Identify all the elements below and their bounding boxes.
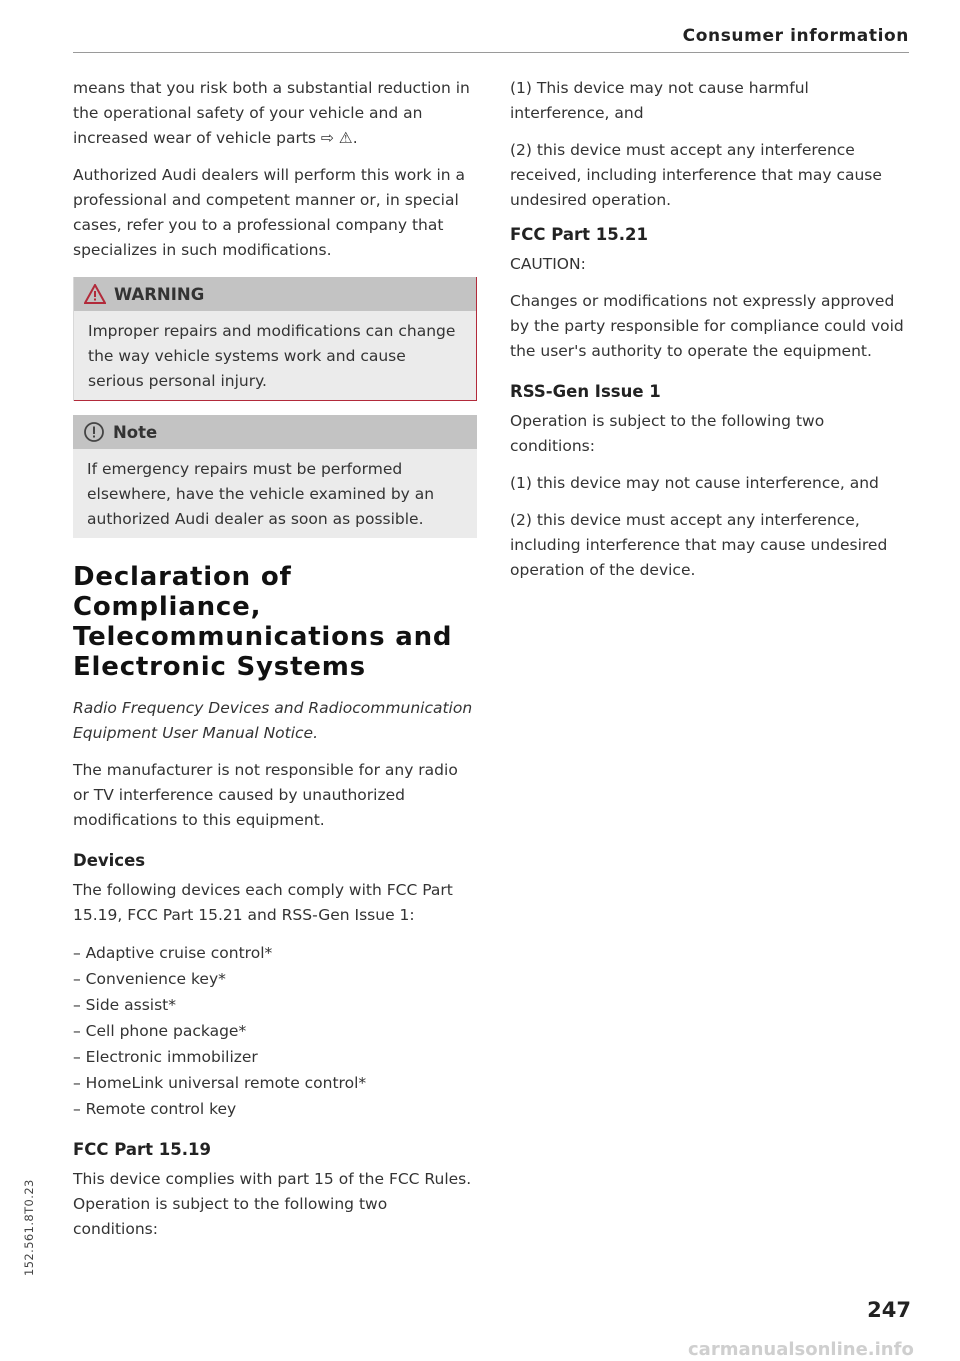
declaration-heading: Declaration of Compliance, Telecommunications and Electronic Systems xyxy=(73,562,453,682)
note-box xyxy=(73,415,477,538)
document-code: 152.561.8T0.23 xyxy=(22,1179,36,1276)
list-item: – Electronic immobilizer xyxy=(73,1048,258,1066)
radio-notice-intro: Radio Frequency Devices and Radiocommunication Equipment User Manual Notice. xyxy=(73,699,473,742)
right-column xyxy=(510,76,910,595)
warning-header xyxy=(74,277,476,311)
list-item: – HomeLink universal remote control* xyxy=(73,1074,367,1092)
rss-intro: Operation is subject to the following two conditions: xyxy=(510,412,825,455)
devices-intro: The following devices each comply with FCC Part 15.19, FCC Part 15.21 and RSS-Gen Issue 1: xyxy=(73,881,453,924)
warning-box xyxy=(73,277,477,401)
rss-condition-1: (1) this device may not cause interference, and xyxy=(510,474,879,492)
note-info-icon xyxy=(83,421,105,443)
note-body xyxy=(73,449,477,538)
warning-text: Improper repairs and modifications can change the way vehicle systems work and cause serious personal injury. xyxy=(88,322,456,390)
warning-body xyxy=(74,311,476,401)
page-header xyxy=(73,22,909,53)
fcc-15-19-heading: FCC Part 15.19 xyxy=(73,1140,211,1159)
page-number: 247 xyxy=(867,1298,911,1322)
devices-heading: Devices xyxy=(73,851,146,870)
note-text: If emergency repairs must be performed elsewhere, have the vehicle examined by an authorized Audi dealer as soon as possible. xyxy=(87,460,435,528)
paragraph-dealers: Authorized Audi dealers will perform this work in a professional and competent manner or, in special cases, refer you to a professional company that specializes in such modifications. xyxy=(73,166,466,259)
rss-gen-heading: RSS-Gen Issue 1 xyxy=(510,382,661,401)
list-item: – Remote control key xyxy=(73,1100,237,1118)
paragraph-risk: means that you risk both a substantial reduction in the operational safety of your vehicle and an increased wear of vehicle parts ⇨ ⚠. xyxy=(73,79,470,147)
condition-1: (1) This device may not cause harmful interference, and xyxy=(510,79,809,122)
warning-title: WARNING xyxy=(114,284,205,304)
fcc-15-21-heading: FCC Part 15.21 xyxy=(510,225,648,244)
caution-label: CAUTION: xyxy=(510,255,586,273)
paragraph-manufacturer: The manufacturer is not responsible for any radio or TV interference caused by unauthorized modifications to this equipment. xyxy=(73,761,458,829)
list-item: – Cell phone package* xyxy=(73,1022,247,1040)
list-item: – Adaptive cruise control* xyxy=(73,944,273,962)
watermark: carmanualsonline.info xyxy=(688,1339,914,1360)
section-title: Consumer information xyxy=(682,26,909,46)
changes-text: Changes or modifications not expressly approved by the party responsible for compliance could void the user's authority to operate the equipment. xyxy=(510,292,904,360)
left-column xyxy=(73,76,477,1254)
note-title: Note xyxy=(113,422,158,442)
list-item: – Side assist* xyxy=(73,996,176,1014)
rss-condition-2: (2) this device must accept any interference, including interference that may cause undesired operation of the device. xyxy=(510,511,888,579)
list-item: – Convenience key* xyxy=(73,970,226,988)
warning-triangle-icon xyxy=(84,284,106,304)
condition-2: (2) this device must accept any interference received, including interference that may cause undesired operation. xyxy=(510,141,882,209)
fcc-15-19-text: This device complies with part 15 of the FCC Rules. Operation is subject to the following two conditions: xyxy=(73,1170,472,1238)
note-header xyxy=(73,415,477,449)
devices-list xyxy=(73,940,477,1122)
